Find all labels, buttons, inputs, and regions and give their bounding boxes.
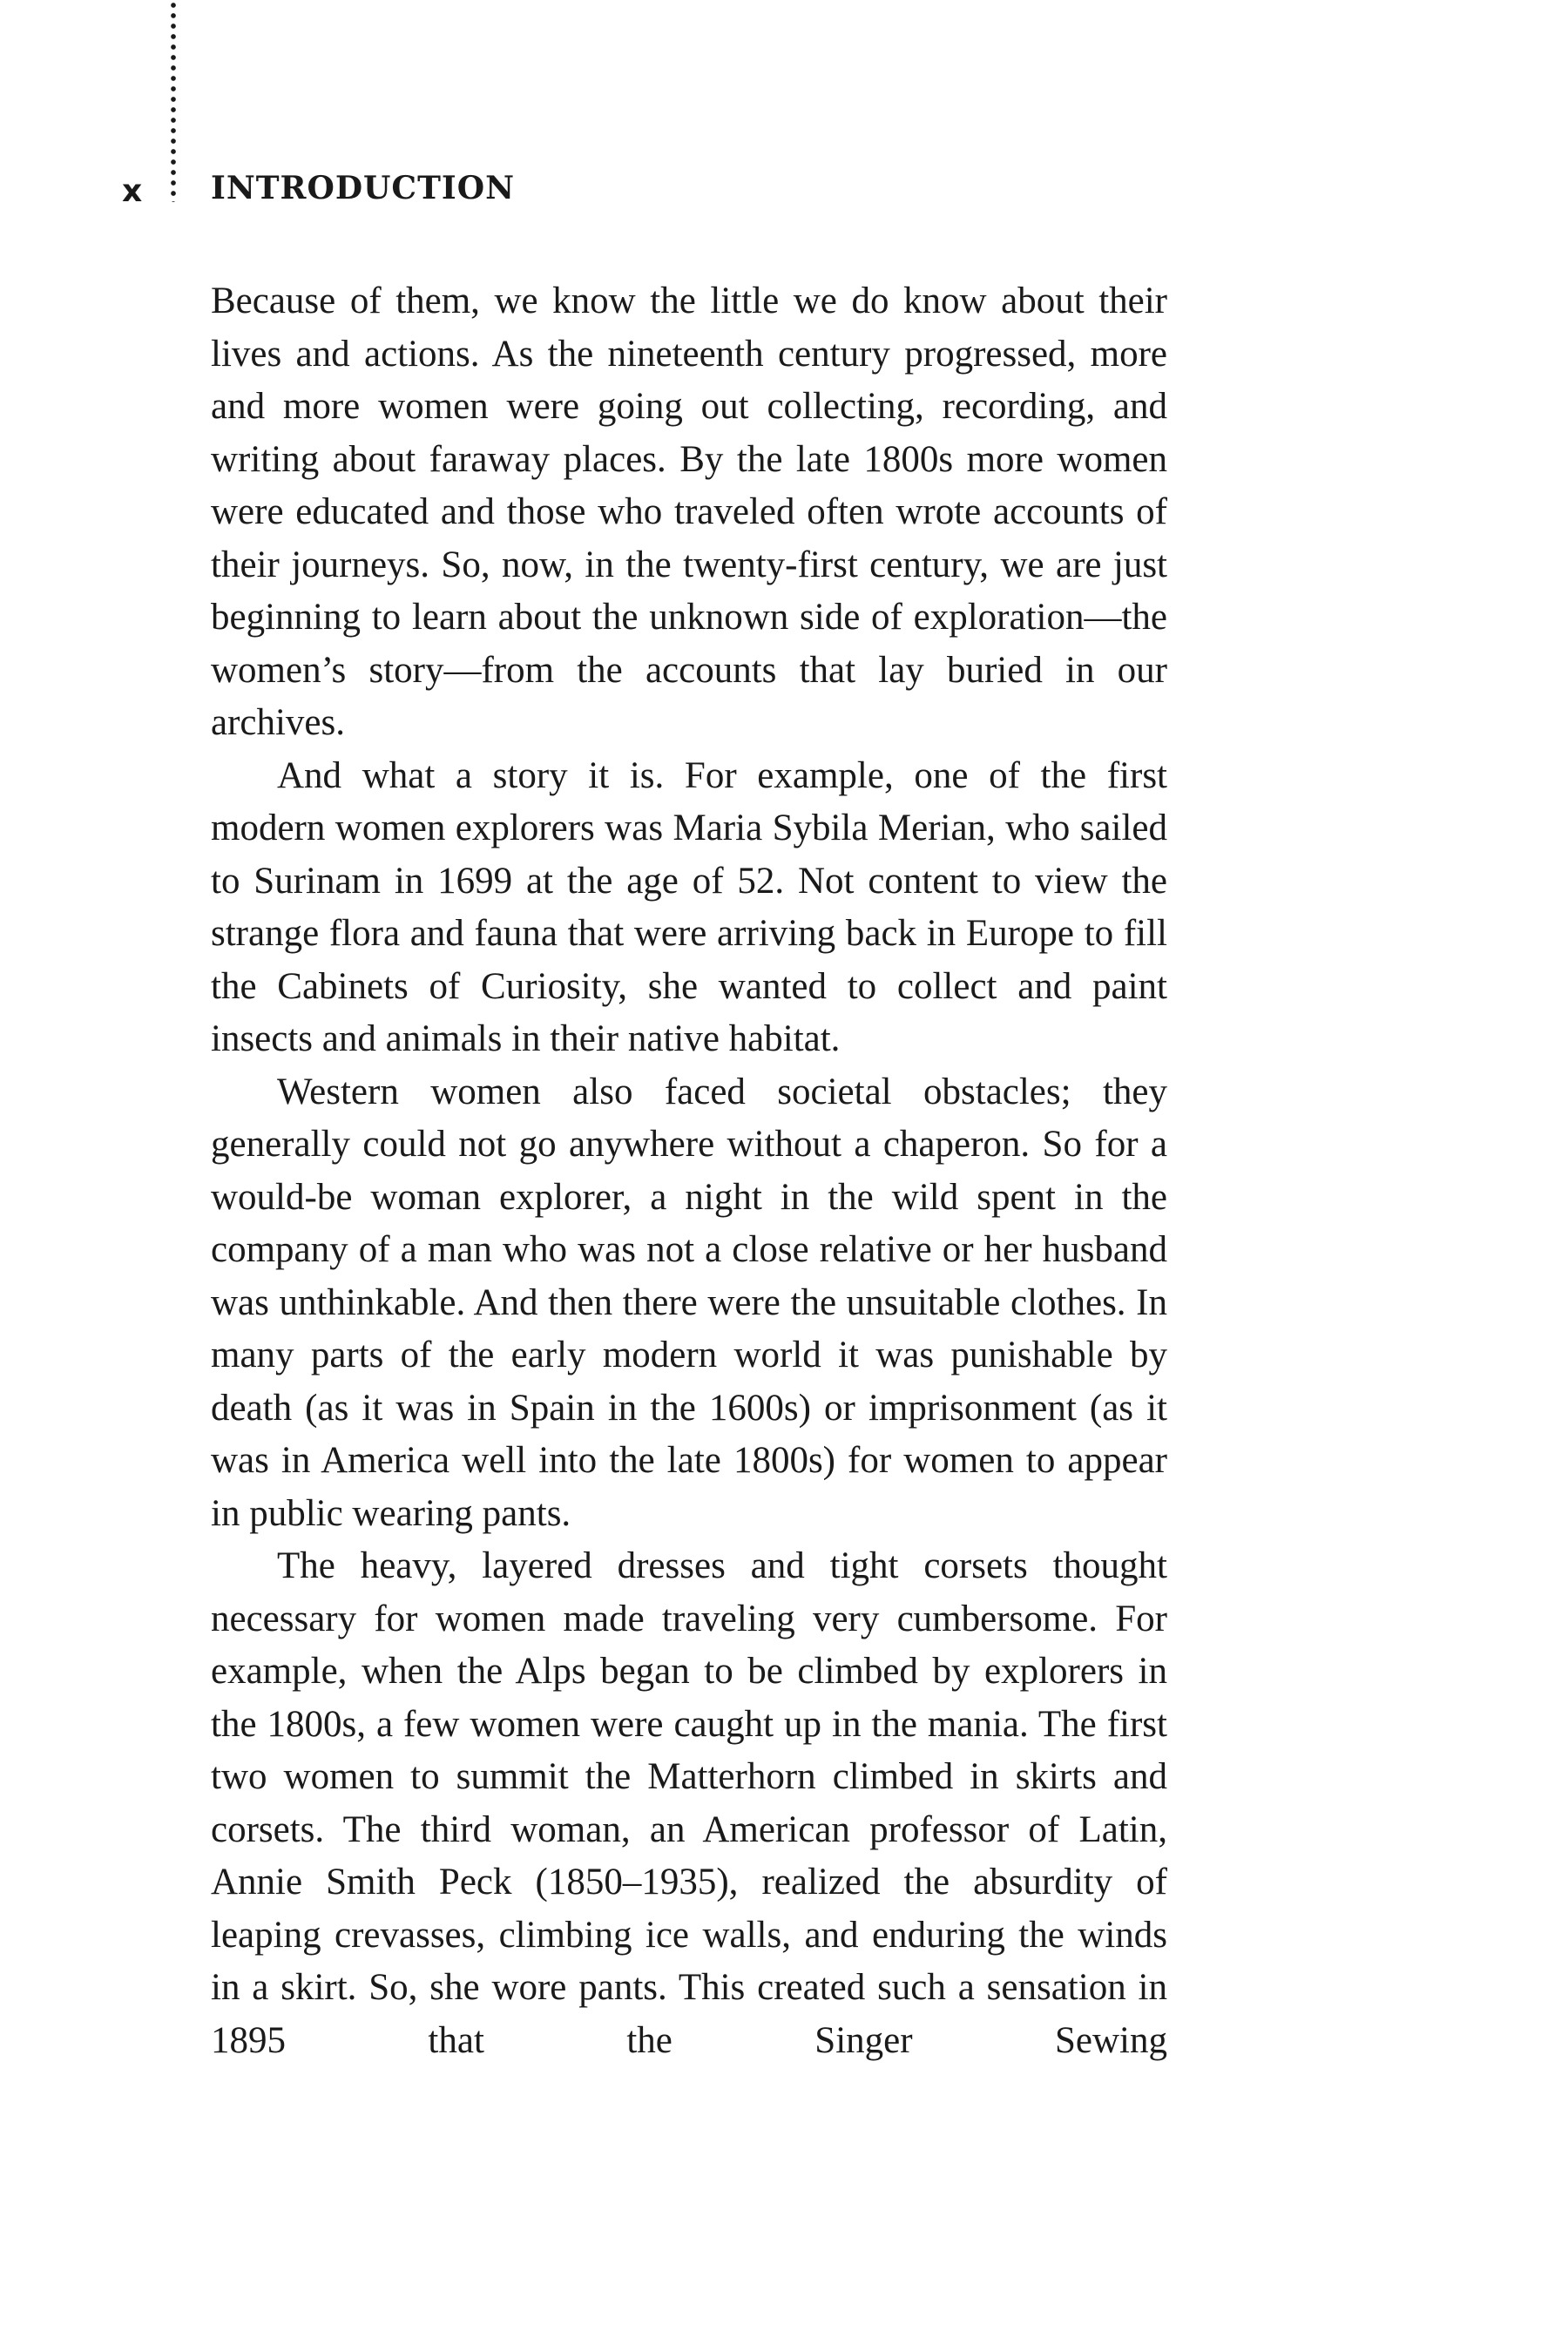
dotted-margin-rule (170, 0, 177, 202)
page-number: x (122, 173, 143, 209)
running-head: INTRODUCTION (211, 170, 515, 206)
paragraph-3: Western women also faced societal obstacles; they generally could not go anywhere without a chaperon. So for a would-be woman explorer, a night in the wild spent in the company of a man who was not a close relative or her husband was unthinkable. And then there were the unsuitable clothes. In many parts of the early modern world it was punishable by death (as it was in Spain in the 1600s) or imprisonment (as it was in America well into the late 1800s) for women to appear in public wearing pants. (211, 1071, 1167, 1534)
paragraph-2: And what a story it is. For example, one of the first modern women explorers was Maria Sybila Merian, who sailed to Surinam in 1699 at the age of 52. Not content to view the strange flora and fauna that were arriving back in Europe to fill the Cabinets of Curiosity, she wanted to collect and paint insects and animals in their native habitat. (211, 754, 1167, 1059)
paragraph-1: Because of them, we know the little we do know about their lives and actions. As the nineteenth century progressed, more and more women were going out collecting, recording, and writing about faraway places. By the late 1800s more women were educated and those who traveled often wrote accounts of their journeys. So, now, in the twenty-first century, we are just beginning to learn about the unknown side of exploration—the women’s story—from the accounts that lay buried in our archives. (211, 280, 1167, 743)
body-text (211, 275, 1167, 2067)
paragraph-4: The heavy, layered dresses and tight corsets thought necessary for women made traveling very cumbersome. For example, when the Alps began to be climbed by explorers in the 1800s, a few women were caught up in the mania. The first two women to summit the Matterhorn climbed in skirts and corsets. The third woman, an American professor of Latin, Annie Smith Peck (1850–1935), realized the absurdity of leaping crevasses, climbing ice walls, and enduring the winds in a skirt. So, she wore pants. This created such a sensation in 1895 that the Singer Sewing (211, 1545, 1167, 2061)
